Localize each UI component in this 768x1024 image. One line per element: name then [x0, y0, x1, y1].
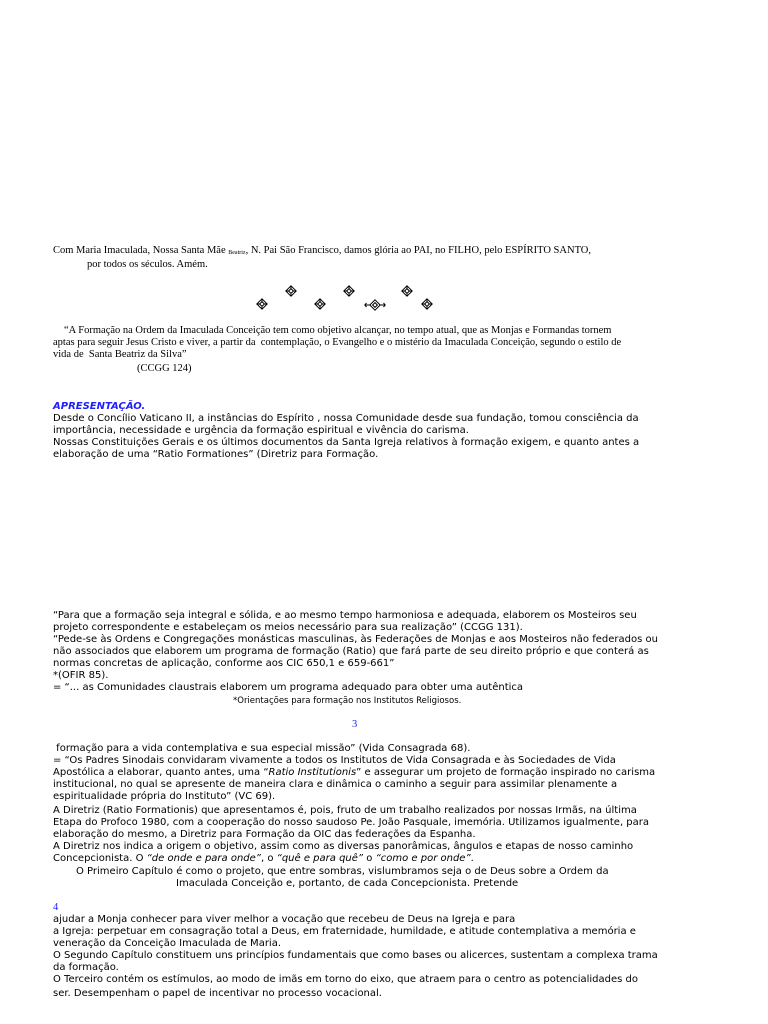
- body-line: ajudar a Monja conhecer para viver melhor a vocação que recebeu de Deus na Igreja e para: [53, 914, 516, 925]
- epigraph-citation: (CCGG 124): [137, 363, 192, 374]
- diamond-ornament-icon: [314, 298, 326, 310]
- diamond-ornament-icon: [285, 285, 297, 297]
- body-line: espiritualidade própria do Instituto” (VC 69).: [53, 791, 276, 802]
- body-line: O Primeiro Capítulo é como o projeto, que entre sombras, vislumbramos seja o de Deus sobre a Ordem da: [76, 866, 609, 877]
- body-line: Desde o Concílio Vaticano II, a instâncias do Espírito , nossa Comunidade desde sua fundação, tomou consciência da: [53, 413, 639, 424]
- wide-diamond-ornament-icon: [364, 299, 386, 311]
- epigraph-line: “A Formação na Ordem da Imaculada Conceição tem como objetivo alcançar, no tempo atual, que as Monjas e Formandas tornem: [64, 325, 612, 336]
- page-number: 3: [352, 719, 358, 730]
- body-line: Apostólica a elaborar, quanto antes, uma “Ratio Institutionis” e assegurar um projeto de formação inspirado no carisma: [53, 767, 656, 778]
- dedication-line: por todos os séculos. Amém.: [87, 259, 208, 270]
- body-line: O Terceiro contém os estímulos, ao modo de imãs em torno do eixo, que atraem para o centro as potencialidades do: [53, 974, 639, 985]
- diamond-ornament-icon: [343, 285, 355, 297]
- footnote: *Orientações para formação nos Institutos Religiosos.: [233, 696, 462, 706]
- body-line: A Diretriz (Ratio Formationis) que apresentamos é, pois, fruto de um trabalho realizados por nossas Irmãs, na última: [53, 805, 637, 816]
- body-line: O Segundo Capítulo constituem uns princípios fundamentais que como bases ou alicerces, sustentam a complexa trama: [53, 950, 658, 961]
- body-line: a Igreja: perpetuar em consagração total a Deus, em fraternidade, humildade, e atitude contemplativa a memória e: [53, 926, 636, 937]
- body-line: da formação.: [53, 962, 119, 973]
- body-line: não associados que elaborem um programa de formação (Ratio) que fará parte de seu direito próprio e que conterá as: [53, 646, 649, 657]
- body-line: *(OFIR 85).: [53, 670, 109, 681]
- body-line: normas concretas de aplicação, conforme aos CIC 650,1 e 659-661”: [53, 658, 395, 669]
- body-line: Imaculada Conceição e, portanto, de cada Concepcionista. Pretende: [176, 878, 519, 889]
- body-line: projeto correspondente e estabeleçam os meios necessário para sua realização” (CCGG 131).: [53, 622, 523, 633]
- epigraph-line: aptas para seguir Jesus Cristo e viver, a partir da contemplação, o Evangelho e o mistério da Imaculada Conceição, segundo o estilo de: [53, 337, 622, 348]
- body-line: elaboração de uma “Ratio Formationes” (Diretriz para Formação.: [53, 449, 379, 460]
- body-line: = “... as Comunidades claustrais elaborem um programa adequado para obter uma autêntica: [53, 682, 524, 693]
- body-line: elaboração do mesmo, a Diretriz para Formação da OIC das federações da Espanha.: [53, 829, 476, 840]
- body-line: formação para a vida contemplativa e sua especial missão” (Vida Consagrada 68).: [53, 743, 471, 754]
- body-line: = “Os Padres Sinodais convidaram vivamente a todos os Institutos de Vida Consagrada e às Sociedades de Vida: [53, 755, 616, 766]
- body-line: “Pede-se às Ordens e Congregações monásticas masculinas, às Federações de Monjas e aos Mosteiros não federados ou: [53, 634, 658, 645]
- epigraph-line: vida de Santa Beatriz da Silva”: [53, 349, 187, 360]
- body-line: importância, necessidade e urgência da formação espiritual e vivência do carisma.: [53, 425, 469, 436]
- diamond-ornament-icon: [401, 285, 413, 297]
- section-heading: APRESENTAÇÃO.: [53, 401, 146, 412]
- body-line: veneração da Conceição Imaculada de Maria.: [53, 938, 282, 949]
- body-line: institucional, no qual se apresente de maneira clara e dinâmica o caminho a seguir para assimilar plenamente a: [53, 779, 618, 790]
- body-line: ser. Desempenham o papel de incentivar no processo vocacional.: [53, 988, 382, 999]
- body-line: “Para que a formação seja integral e sólida, e ao mesmo tempo harmoniosa e adequada, elaborem os Mosteiros seu: [53, 610, 637, 621]
- body-line: A Diretriz nos indica a origem o objetivo, assim como as diversas panorâmicas, ângulos e etapas de nosso caminho: [53, 841, 634, 852]
- dedication-line: Com Maria Imaculada, Nossa Santa Mãe Beatriz, N. Pai São Francisco, damos glória ao PAI, no FILHO, pelo ESPÍRITO SANTO,: [53, 245, 591, 256]
- diamond-ornament-icon: [256, 298, 268, 310]
- body-line: Concepcionista. O “de onde e para onde”, o “quê e para quê” o “como e por onde”.: [53, 853, 474, 864]
- page-number: 4: [53, 902, 59, 913]
- diamond-ornament-icon: [421, 298, 433, 310]
- body-line: Nossas Constituições Gerais e os últimos documentos da Santa Igreja relativos à formação exigem, e quanto antes a: [53, 437, 640, 448]
- body-line: Etapa do Profoco 1980, com a cooperação do nosso saudoso Pe. João Pasquale, imemória. Utilizamos igualmente, para: [53, 817, 650, 828]
